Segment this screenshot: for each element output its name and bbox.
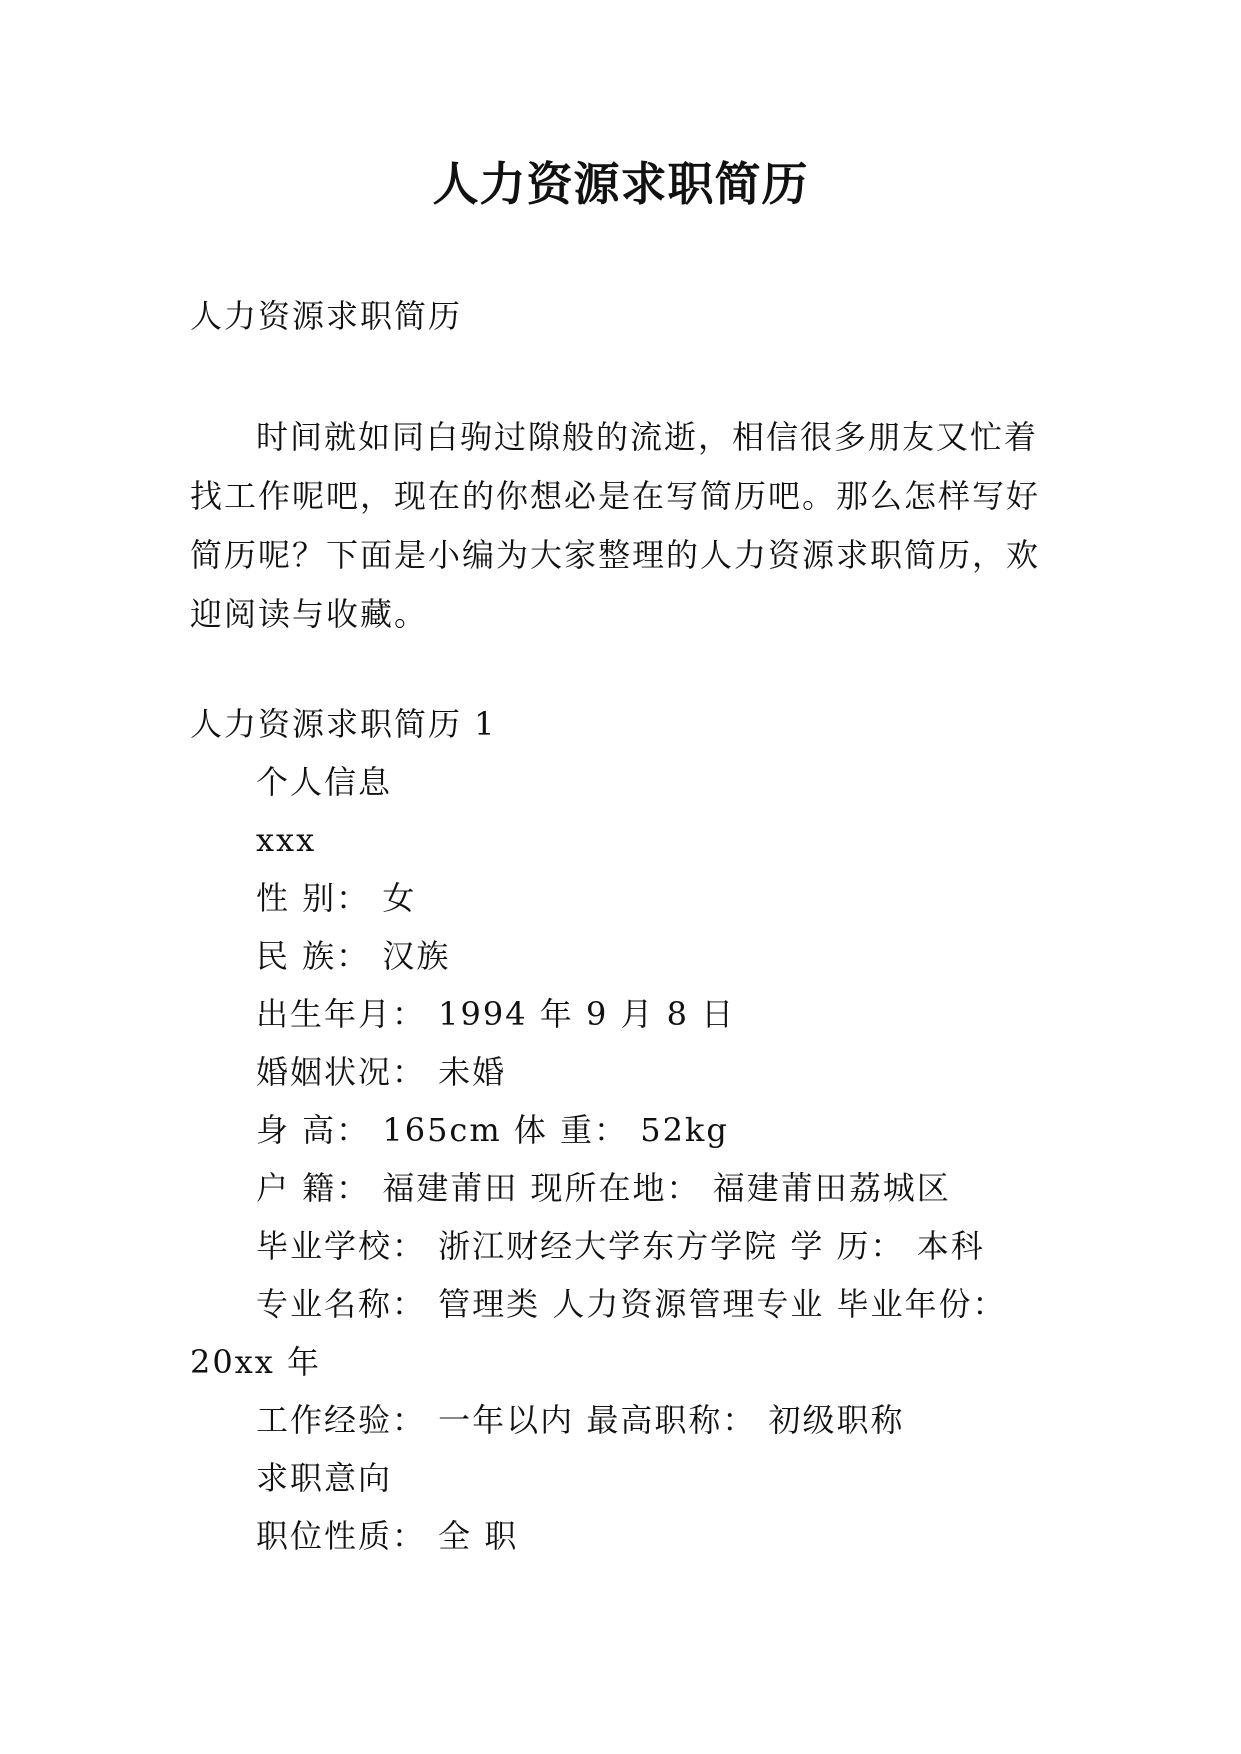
- personal-info-heading: 个人信息: [256, 763, 393, 801]
- major-graduation-field: 专业名称： 管理类 人力资源管理专业 毕业年份：: [256, 1285, 1007, 1323]
- section-heading-resume-1: 人力资源求职简历 1: [190, 705, 497, 743]
- job-type-field: 职位性质： 全 职: [256, 1517, 519, 1555]
- gender-field: 性 别： 女: [256, 879, 417, 917]
- ethnicity-field: 民 族： 汉族: [256, 937, 451, 975]
- job-intention-heading: 求职意向: [256, 1459, 393, 1497]
- marital-status-field: 婚姻状况： 未婚: [256, 1053, 507, 1091]
- work-experience-field: 工作经验： 一年以内 最高职称： 初级职称: [256, 1401, 905, 1439]
- graduation-year-value: 20xx 年: [190, 1343, 321, 1381]
- intro-paragraph: 时间就如同白驹过隙般的流逝，相信很多朋友又忙着找工作呢吧，现在的你想必是在写简历吧。那么怎样写好简历呢？下面是小编为大家整理的人力资源求职简历，欢迎阅读与收藏。: [190, 418, 1041, 633]
- document-subtitle: 人力资源求职简历: [190, 297, 463, 335]
- school-degree-field: 毕业学校： 浙江财经大学东方学院 学 历： 本科: [256, 1227, 985, 1265]
- hukou-location-field: 户 籍： 福建莆田 现所在地： 福建莆田荔城区: [256, 1169, 951, 1207]
- height-weight-field: 身 高： 165cm 体 重： 52kg: [256, 1111, 729, 1149]
- birth-date-field: 出生年月： 1994 年 9 月 8 日: [256, 995, 736, 1033]
- document-title: 人力资源求职简历: [432, 157, 809, 211]
- name-field: xxx: [256, 821, 317, 859]
